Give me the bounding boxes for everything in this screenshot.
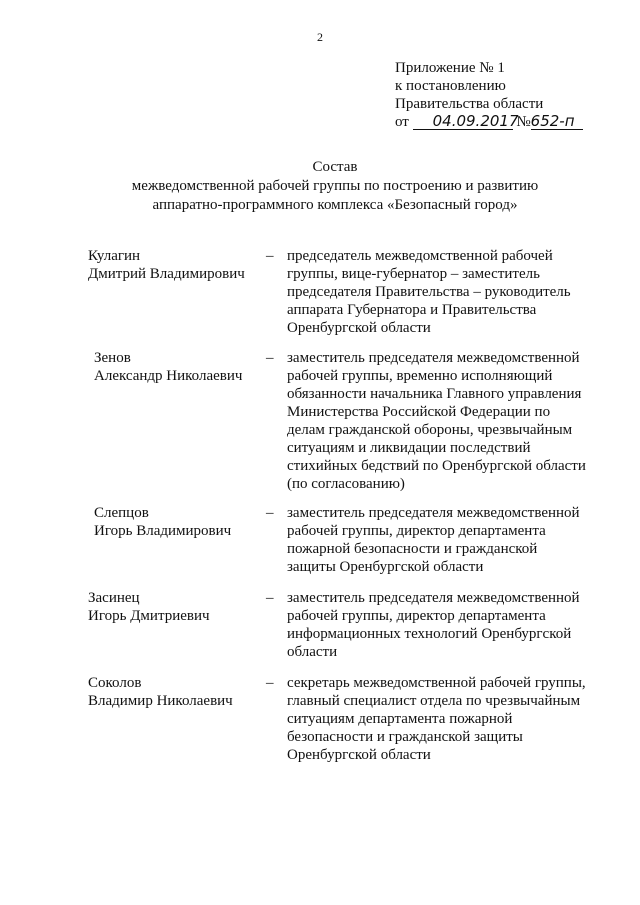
member-name	[94, 349, 274, 385]
title-line-1: Состав	[312, 159, 358, 175]
page-number: 2	[317, 30, 323, 44]
member-name	[88, 247, 268, 283]
member-given-name: Александр Николаевич	[94, 368, 243, 384]
member-dash: –	[266, 350, 274, 366]
member-surname: Слепцов	[94, 505, 149, 521]
appendix-block	[395, 59, 583, 131]
member-name	[94, 504, 274, 540]
member-dash: –	[266, 675, 274, 691]
from-label: от	[395, 114, 409, 130]
member-role: заместитель председателя межведомственной рабочей группы, временно исполняющий обязанности начальника Главного управления Министерства Российской Федерации по делам гражданской обороны, чрезвычайным ситуациям и ликвидации последствий стихийных бедствий по Оренбургской области (по согласованию)	[287, 350, 586, 492]
number-label: №	[516, 114, 531, 130]
appendix-date-line	[395, 113, 583, 131]
member-name	[88, 674, 268, 710]
member-role: заместитель председателя межведомственной рабочей группы, директор департамента пожарной безопасности и гражданской защиты Оренбургской области	[287, 505, 580, 575]
member-given-name: Игорь Дмитриевич	[88, 608, 210, 624]
appendix-issuer: Правительства области	[395, 96, 544, 112]
member-given-name: Владимир Николаевич	[88, 693, 233, 709]
handwritten-date: 04.09.2017	[413, 113, 513, 130]
member-given-name: Игорь Владимирович	[94, 523, 232, 539]
member-dash: –	[266, 248, 274, 264]
handwritten-number: 652-п	[531, 113, 583, 130]
member-surname: Зенов	[94, 350, 131, 366]
member-name	[88, 589, 268, 625]
member-role: председатель межведомственной рабочей группы, вице-губернатор – заместитель председателя Правительства – руководитель аппарата Губернатора и Правительства Оренбургской области	[287, 248, 571, 336]
member-role: заместитель председателя межведомственной рабочей группы, директор департамента информационных технологий Оренбургской области	[287, 590, 580, 660]
member-dash: –	[266, 590, 274, 606]
member-surname: Кулагин	[88, 248, 141, 264]
member-role: секретарь межведомственной рабочей группы, главный специалист отдела по чрезвычайным ситуациям департамента пожарной безопасности и гражданской защиты Оренбургской области	[287, 675, 586, 763]
appendix-reference: к постановлению	[395, 78, 506, 94]
member-dash: –	[266, 505, 274, 521]
member-surname: Засинец	[88, 590, 140, 606]
appendix-title: Приложение № 1	[395, 60, 505, 76]
member-surname: Соколов	[88, 675, 142, 691]
document-title	[0, 158, 640, 215]
title-line-3: аппаратно-программного комплекса «Безопасный город»	[152, 197, 518, 213]
title-line-2: межведомственной рабочей группы по построению и развитию	[131, 178, 539, 194]
member-given-name: Дмитрий Владимирович	[88, 266, 245, 282]
